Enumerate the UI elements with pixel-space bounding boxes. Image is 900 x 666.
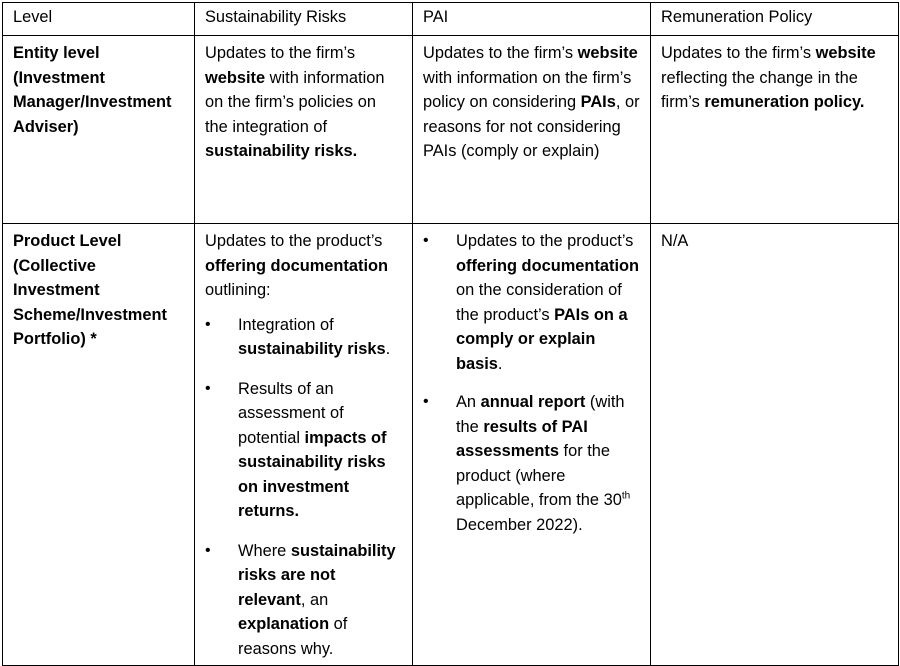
text: of reasons why. — [238, 615, 348, 658]
text: Updates to the product’s — [205, 232, 383, 250]
text: Results of an assessment of potential — [238, 379, 344, 447]
header-level: Level — [3, 3, 195, 36]
text: Where — [238, 541, 291, 560]
product-level-row — [3, 224, 899, 666]
text: (with the — [456, 393, 625, 436]
bold-text: sustainability risks — [238, 340, 386, 358]
entity-level-row — [3, 36, 899, 224]
text: with information on the firm’s policies on the integration of — [205, 68, 385, 136]
entity-pai-cell — [413, 36, 651, 224]
bold-text: sustainability risks. — [205, 142, 358, 160]
pai-bullet-list — [423, 229, 640, 537]
product-level-label: Product Level (Collective Investment Scheme/Investment Portfolio) * — [3, 224, 195, 666]
bold-text: annual report — [480, 393, 586, 411]
bold-text: offering documentation — [205, 256, 389, 275]
list-item — [423, 390, 640, 537]
list-item — [423, 229, 640, 376]
text: Updates to the firm’s — [205, 44, 356, 62]
text: , an — [300, 590, 329, 609]
text: . — [497, 354, 503, 373]
list-item — [205, 377, 402, 524]
sfdr-disclosure-table — [2, 2, 899, 666]
text: on the consideration of the product’s — [456, 281, 622, 324]
bold-text: website — [815, 44, 876, 62]
bold-text: remuneration policy. — [704, 93, 865, 111]
entity-level-label: Entity level (Investment Manager/Investment Adviser) — [3, 36, 195, 224]
product-sustainability-risks-cell — [195, 224, 413, 666]
header-pai: PAI — [413, 3, 651, 36]
product-remuneration-cell: N/A — [651, 224, 899, 666]
text: Updates to the product’s — [456, 232, 634, 250]
entity-remuneration-cell — [651, 36, 899, 224]
text: December 2022). — [456, 515, 583, 534]
text: Updates to the firm’s — [423, 44, 578, 62]
text: for the product (where applicable, from the 30 — [456, 442, 622, 509]
text: An — [456, 393, 481, 411]
text: outlining: — [205, 281, 271, 299]
list-item — [205, 313, 402, 362]
bold-text: website — [205, 68, 266, 87]
text: Integration of — [238, 315, 334, 334]
bold-text: PAIs on a comply or explain basis — [456, 305, 628, 373]
sr-intro — [205, 229, 402, 303]
bold-text: impacts of sustainability risks on investment returns. — [238, 428, 387, 520]
bold-text: results of PAI assessments — [456, 417, 588, 460]
list-item — [205, 539, 402, 662]
text: reflecting the change in the firm’s — [661, 68, 858, 111]
bold-text: PAIs — [580, 93, 616, 111]
sr-bullet-list — [205, 313, 402, 662]
bold-text: website — [577, 44, 638, 62]
text: with information on the firm’s policy on considering — [423, 68, 632, 111]
product-pai-cell — [413, 224, 651, 666]
text: . — [385, 340, 391, 358]
text: Updates to the firm’s — [661, 44, 816, 62]
header-row — [3, 3, 899, 36]
bold-text: sustainability risks are not relevant — [238, 541, 396, 609]
superscript: th — [621, 490, 631, 502]
header-remuneration-policy: Remuneration Policy — [651, 3, 899, 36]
text: , or reasons for not considering PAIs (comply or explain) — [423, 93, 640, 160]
bold-text: explanation — [238, 615, 330, 633]
bold-text: offering documentation — [456, 256, 640, 275]
header-sustainability-risks: Sustainability Risks — [195, 3, 413, 36]
entity-sustainability-risks-cell — [195, 36, 413, 224]
